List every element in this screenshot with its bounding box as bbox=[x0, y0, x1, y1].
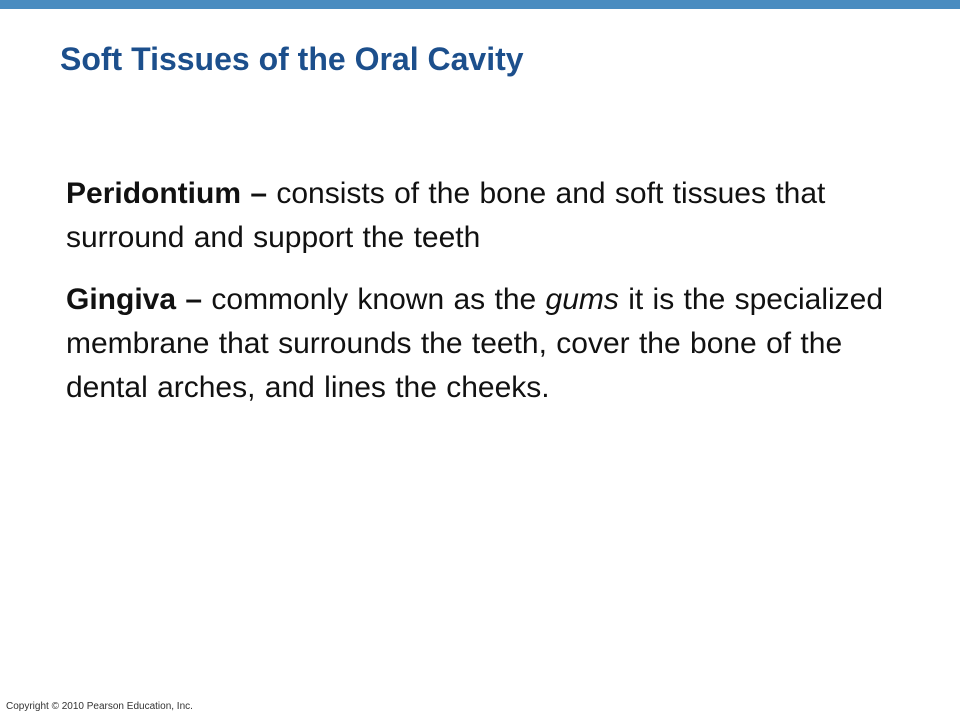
top-accent-bar bbox=[0, 0, 960, 9]
definition-text-gingiva-start: commonly known as the bbox=[202, 283, 546, 316]
term-gingiva: Gingiva – bbox=[66, 283, 203, 316]
copyright-footer: Copyright © 2010 Pearson Education, Inc. bbox=[6, 701, 193, 712]
slide-title: Soft Tissues of the Oral Cavity bbox=[60, 41, 524, 77]
definition-gingiva bbox=[66, 278, 916, 410]
definition-text-gingiva-end: it is the specialized membrane that surrounds the teeth, cover the bone of the dental arches, and lines the cheeks. bbox=[66, 283, 884, 404]
slide-content bbox=[66, 172, 916, 428]
definition-text-gingiva-italic: gums bbox=[545, 283, 619, 316]
definition-peridontium bbox=[66, 172, 916, 260]
term-peridontium: Peridontium – bbox=[66, 177, 268, 210]
definition-text-peridontium: consists of the bone and soft tissues that surround and support the teeth bbox=[66, 177, 826, 254]
